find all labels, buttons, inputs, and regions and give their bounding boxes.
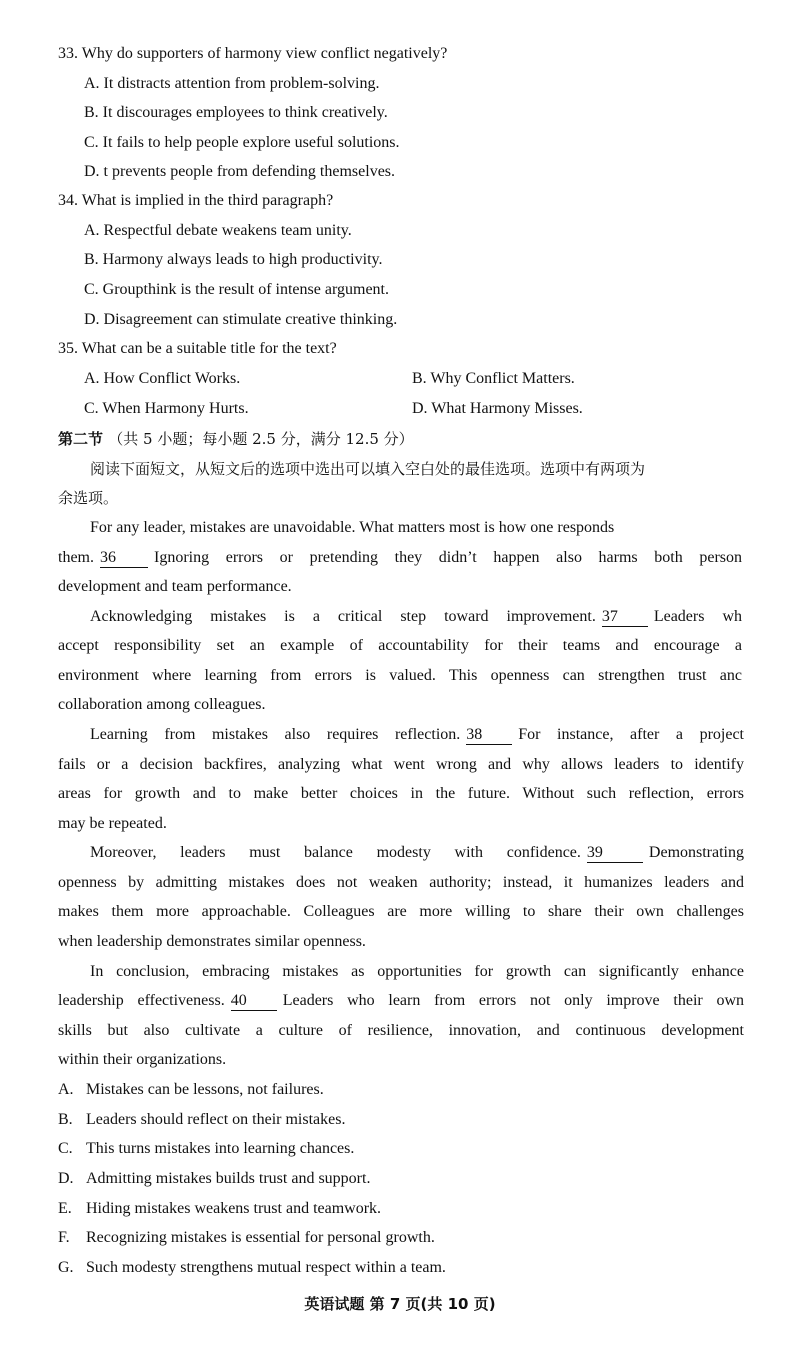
page-footer: 英语试题 第 7 页(共 10 页) [304, 1295, 496, 1313]
answer-letter: B. [58, 1111, 73, 1128]
section-title: 第二节 [58, 430, 104, 448]
passage-text: Moreover, leaders must balance modesty with confidence. [90, 844, 581, 861]
passage-p2-line-3: environment where learning from errors is valued. This openness can strengthen trust anc [58, 667, 742, 684]
answer-letter: E. [58, 1200, 72, 1217]
blank-38: 38 [466, 726, 512, 745]
answer-letter: A. [58, 1081, 74, 1098]
section-instruction-line-2: 余选项。 [58, 489, 119, 507]
answer-text: Leaders should reflect on their mistakes. [86, 1111, 346, 1128]
question-33-option-a: A. It distracts attention from problem-solving. [84, 75, 380, 92]
passage-text: Demonstrating [648, 844, 744, 861]
section-heading [58, 429, 414, 449]
question-35-option-d: D. What Harmony Misses. [412, 400, 583, 417]
answer-text: Mistakes can be lessons, not failures. [86, 1081, 324, 1098]
answer-option-b [58, 1110, 345, 1130]
blank-37: 37 [602, 608, 648, 627]
passage-p1-line-2 [58, 548, 742, 568]
passage-p5-line-1: In conclusion, embracing mistakes as opportunities for growth can significantly enhance [90, 963, 744, 980]
passage-p2-line-2: accept responsibility set an example of accountability for their teams and encourage a [58, 637, 742, 654]
question-33-option-d: D. t prevents people from defending themselves. [84, 163, 396, 180]
passage-p1-line-1: For any leader, mistakes are unavoidable. What matters most is how one responds [90, 519, 615, 536]
passage-p3-line-1 [90, 725, 744, 745]
answer-letter: F. [58, 1229, 70, 1246]
passage-p3-line-2: fails or a decision backfires, analyzing what went wrong and why allows leaders to identify [58, 756, 744, 773]
question-35-option-b: B. Why Conflict Matters. [412, 370, 575, 387]
answer-option-d [58, 1169, 370, 1189]
answer-letter: C. [58, 1140, 73, 1157]
answer-option-e [58, 1199, 381, 1219]
passage-text: Leaders wh [653, 608, 743, 625]
passage-p4-line-3: makes them more approachable. Colleagues are more willing to share their own challenges [58, 903, 744, 920]
passage-p4-line-2: openness by admitting mistakes does not weaken authority; instead, it humanizes leaders and [58, 874, 744, 891]
answer-text: Such modesty strengthens mutual respect within a team. [86, 1259, 446, 1276]
answer-letter: D. [58, 1170, 74, 1187]
passage-text: Leaders who learn from errors not only improve their own [282, 992, 745, 1009]
answer-option-f [58, 1228, 435, 1248]
passage-text: Acknowledging mistakes is a critical step toward improvement. [90, 608, 596, 625]
question-34-stem: 34. What is implied in the third paragraph? [58, 192, 334, 209]
question-33-option-b: B. It discourages employees to think creatively. [84, 104, 388, 121]
question-34-option-b: B. Harmony always leads to high productivity. [84, 251, 383, 268]
passage-p3-line-4: may be repeated. [58, 815, 167, 832]
blank-40: 40 [231, 992, 277, 1011]
passage-p4-line-4: when leadership demonstrates similar openness. [58, 933, 366, 950]
answer-letter: G. [58, 1259, 74, 1276]
question-35-option-a: A. How Conflict Works. [84, 370, 241, 387]
passage-text: leadership effectiveness. [58, 992, 225, 1009]
passage-p5-line-3: skills but also cultivate a culture of resilience, innovation, and continuous development [58, 1022, 744, 1039]
section-scoring-note: （共 5 小题；每小题 2.5 分，满分 12.5 分） [108, 430, 414, 448]
answer-text: Recognizing mistakes is essential for personal growth. [86, 1229, 435, 1246]
question-34-option-d: D. Disagreement can stimulate creative thinking. [84, 311, 398, 328]
answer-text: This turns mistakes into learning chances. [86, 1140, 355, 1157]
passage-p1-line-3: development and team performance. [58, 578, 292, 595]
passage-text: For instance, after a project [518, 726, 744, 743]
passage-text: them. [58, 549, 94, 566]
passage-text: Learning from mistakes also requires reflection. [90, 726, 461, 743]
answer-option-c [58, 1139, 354, 1159]
question-33-stem: 33. Why do supporters of harmony view conflict negatively? [58, 45, 448, 62]
answer-option-g [58, 1258, 446, 1278]
blank-36: 36 [100, 549, 148, 568]
blank-39: 39 [587, 844, 643, 863]
passage-p2-line-1 [90, 607, 742, 627]
question-34-option-c: C. Groupthink is the result of intense argument. [84, 281, 389, 298]
answer-text: Hiding mistakes weakens trust and teamwork. [86, 1200, 382, 1217]
passage-p5-line-4: within their organizations. [58, 1051, 227, 1068]
question-35-option-c: C. When Harmony Hurts. [84, 400, 249, 417]
answer-option-a [58, 1080, 324, 1100]
passage-p3-line-3: areas for growth and to make better choices in the future. Without such reflection, errors [58, 785, 744, 802]
passage-text: Ignoring errors or pretending they didn’t happen also harms both person [154, 549, 742, 566]
question-33-option-c: C. It fails to help people explore useful solutions. [84, 134, 400, 151]
section-instruction-line-1: 阅读下面短文，从短文后的选项中选出可以填入空白处的最佳选项。选项中有两项为 [90, 460, 646, 478]
passage-p4-line-1 [90, 843, 744, 863]
question-34-option-a: A. Respectful debate weakens team unity. [84, 222, 352, 239]
answer-text: Admitting mistakes builds trust and support. [86, 1170, 371, 1187]
passage-p5-line-2 [58, 991, 744, 1011]
passage-p2-line-4: collaboration among colleagues. [58, 696, 266, 713]
question-35-stem: 35. What can be a suitable title for the text? [58, 340, 337, 357]
